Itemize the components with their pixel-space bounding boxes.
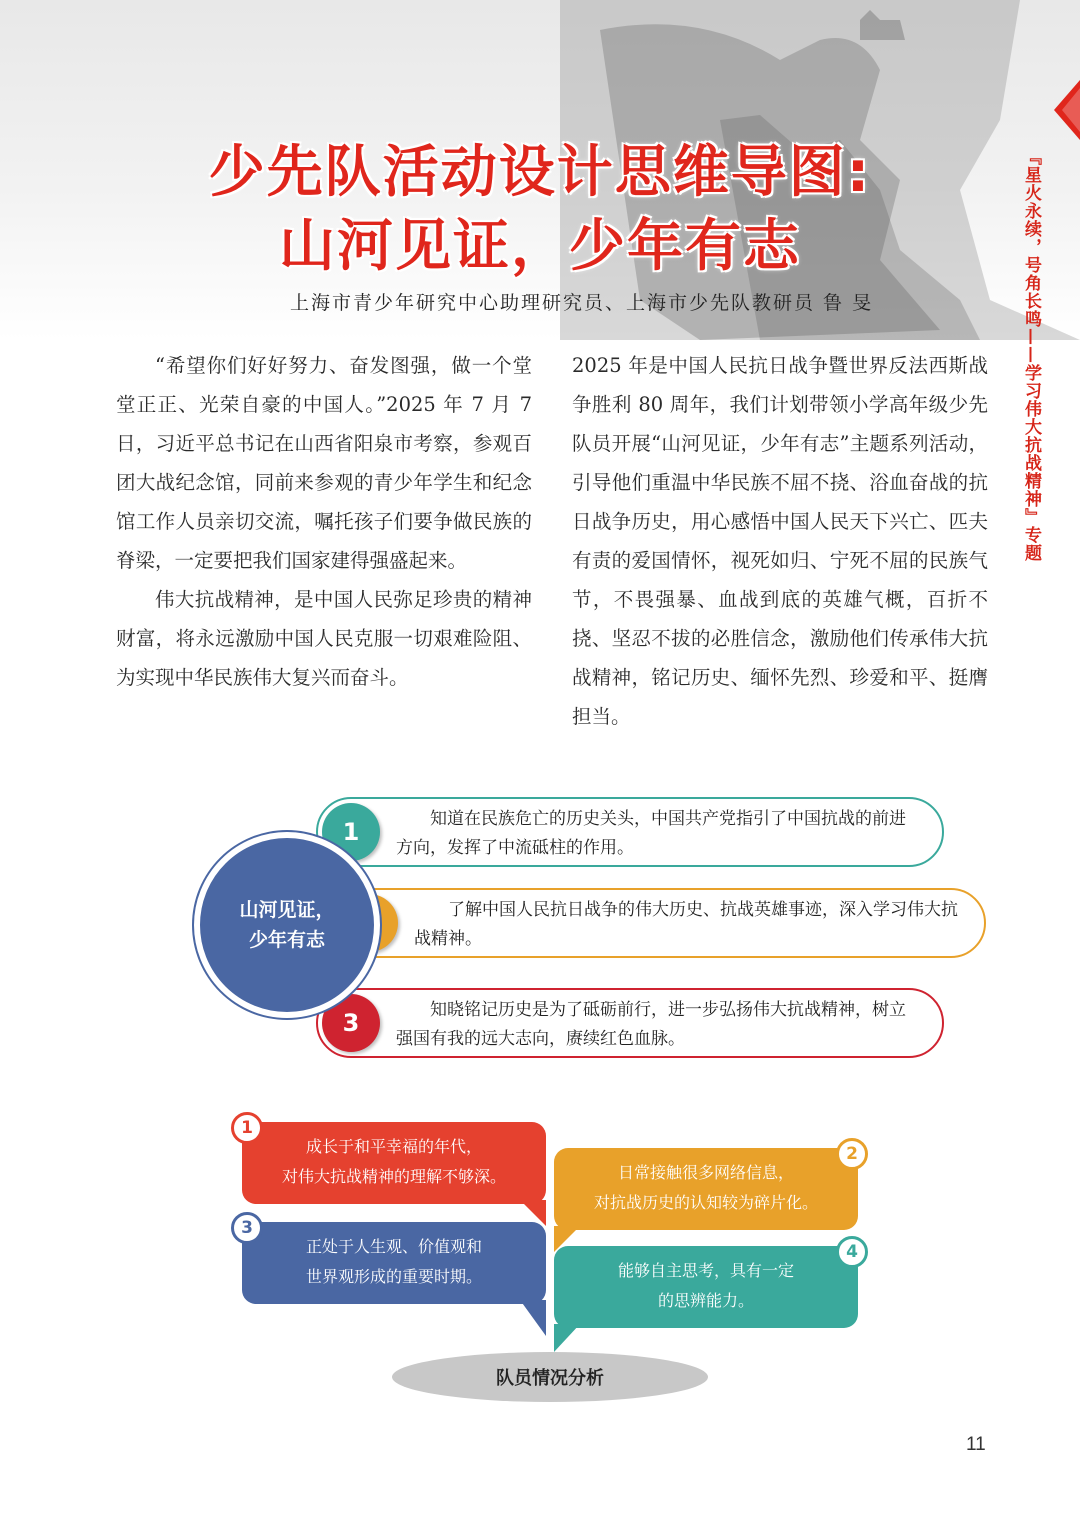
section-side-label: 『星火永续，号角长鸣——学习伟大抗战精神』专题 (1021, 148, 1041, 562)
analysis-line: 日常接触很多网络信息， (617, 1163, 794, 1182)
analysis-base-label: 队员情况分析 (392, 1352, 708, 1402)
hub-line1: 山河见证， (239, 899, 335, 921)
goal-item-1 (316, 797, 944, 867)
analysis-bubble-3 (242, 1222, 546, 1304)
analysis-number-badge: 3 (231, 1212, 263, 1244)
goal-text: 知晓铭记历史是为了砥砺前行，进一步弘扬伟大抗战精神，树立强国有我的远大志向，赓续红色血脉。 (396, 1000, 906, 1049)
goal-text: 知道在民族危亡的历史关头，中国共产党指引了中国抗战的前进方向，发挥了中流砥柱的作用。 (396, 809, 906, 858)
analysis-line: 成长于和平幸福的年代， (305, 1137, 482, 1156)
article-left-column (116, 346, 532, 697)
theme-hub-circle (194, 832, 380, 1018)
analysis-line: 的思辨能力。 (657, 1291, 754, 1310)
analysis-line: 对伟大抗战精神的理解不够深。 (281, 1167, 506, 1186)
article-paragraph: “希望你们好好努力、奋发图强，做一个堂堂正正、光荣自豪的中国人。”2025 年 7 月 7 日，习近平总书记在山西省阳泉市考察，参观百团大战纪念馆，同前来参观的青少年学生和纪念馆工作人员亲切交流，嘱托孩子们要争做民族的脊梁，一定要把我们国家建得强盛起来。 (116, 354, 532, 572)
article-paragraph: 伟大抗战精神，是中国人民弥足珍贵的精神财富，将永远激励中国人民克服一切艰难险阻、为实现中华民族伟大复兴而奋斗。 (116, 588, 532, 689)
goal-number-badge: 1 (322, 803, 380, 861)
goal-text: 了解中国人民抗日战争的伟大历史、抗战英雄事迹，深入学习伟大抗战精神。 (414, 900, 958, 949)
article-title-line2: 山河见证，少年有志 (279, 214, 801, 279)
goal-item-2 (334, 888, 986, 958)
analysis-line: 世界观形成的重要时期。 (305, 1267, 482, 1286)
goal-number-badge: 3 (322, 994, 380, 1052)
article-title-line1: 少先队活动设计思维导图: (208, 140, 872, 205)
analysis-number-badge: 2 (836, 1138, 868, 1170)
article-paragraph: 2025 年是中国人民抗日战争暨世界反法西斯战争胜利 80 周年，我们计划带领小学高年级少先队员开展“山河见证，少年有志”主题系列活动，引导他们重温中华民族不屈不挠、浴血奋战的抗日战争历史，用心感悟中国人民天下兴亡、匹夫有责的爱国情怀，视死如归、宁死不屈的民族气节，不畏强暴、血战到底的英雄气概，百折不挠、坚忍不拔的必胜信念，激励他们传承伟大抗战精神，铭记历史、缅怀先烈、珍爱和平、挺膺担当。 (572, 354, 988, 728)
article-right-column (572, 346, 988, 736)
analysis-bubble-1 (242, 1122, 546, 1204)
analysis-bubble-4 (554, 1246, 858, 1328)
analysis-line: 能够自主思考，具有一定 (617, 1261, 794, 1280)
hub-line2: 少年有志 (248, 929, 325, 951)
goal-item-3 (316, 988, 944, 1058)
bubble-tail (520, 1300, 550, 1340)
page-number: 11 (966, 1434, 986, 1455)
analysis-number-badge: 1 (231, 1112, 263, 1144)
analysis-number-badge: 4 (836, 1236, 868, 1268)
analysis-line: 正处于人生观、价值观和 (305, 1237, 482, 1256)
analysis-bubble-2 (554, 1148, 858, 1230)
analysis-line: 对抗战历史的认知较为碎片化。 (593, 1193, 818, 1212)
author-line: 上海市青少年研究中心助理研究员、上海市少先队教研员 鲁 旻 (290, 292, 874, 314)
